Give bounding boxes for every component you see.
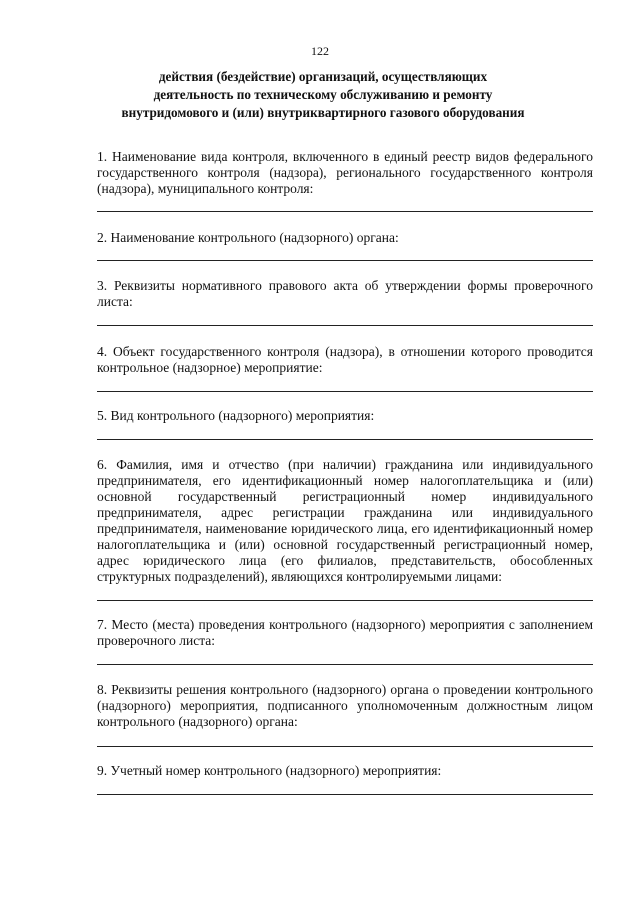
answer-line[interactable] xyxy=(97,325,593,326)
answer-line[interactable] xyxy=(97,391,593,392)
form-item-8 xyxy=(97,682,593,747)
item-label: 8. Реквизиты решения контрольного (надзорного) органа о проведении контрольного (надзорного) мероприятия, подписанного уполномоченным должностным лицом контрольного (надзорного) органа: xyxy=(97,682,593,729)
form-item-3 xyxy=(97,278,593,326)
item-label: 3. Реквизиты нормативного правового акта об утверждении формы проверочного листа: xyxy=(97,278,593,309)
form-item-7 xyxy=(97,617,593,665)
item-label: 5. Вид контрольного (надзорного) мероприятия: xyxy=(97,408,375,423)
heading-line: внутридомового и (или) внутриквартирного газового оборудования xyxy=(121,105,525,120)
form-fields xyxy=(97,149,593,795)
item-label: 6. Фамилия, имя и отчество (при наличии) гражданина или индивидуального предпринимателя, его идентификационный номер налогоплательщика и (или) основной государственный регистрационный номер индивидуального предпринимателя, адрес регистрации гражданина или индивидуального предпринимателя, наименование юридического лица, его идентификационный номер налогоплательщика и (или) основной государственный регистрационный номер, адрес юридического лица (его филиалов, представительств, обособленных структурных подразделений), являющихся контролируемыми лицами: xyxy=(97,457,593,584)
item-label: 7. Место (места) проведения контрольного (надзорного) мероприятия с заполнением проверочного листа: xyxy=(97,617,593,648)
document-heading xyxy=(118,68,528,122)
form-item-2 xyxy=(97,230,593,261)
form-item-5 xyxy=(97,408,593,440)
answer-line[interactable] xyxy=(97,794,593,795)
answer-line[interactable] xyxy=(97,211,593,212)
answer-line[interactable] xyxy=(97,439,593,440)
answer-line[interactable] xyxy=(97,600,593,601)
page-number: 122 xyxy=(311,44,329,58)
item-label: 4. Объект государственного контроля (надзора), в отношении которого проводится контрольное (надзорное) мероприятие: xyxy=(97,344,593,375)
item-label: 1. Наименование вида контроля, включенного в единый реестр видов федерального государственного контроля (надзора), регионального государственного контроля (надзора), муниципального контроля: xyxy=(97,149,593,196)
form-item-1 xyxy=(97,149,593,212)
item-label: 2. Наименование контрольного (надзорного) органа: xyxy=(97,230,399,245)
answer-line[interactable] xyxy=(97,260,593,261)
heading-line: деятельность по техническому обслуживанию и ремонту xyxy=(153,87,493,102)
item-label: 9. Учетный номер контрольного (надзорного) мероприятия: xyxy=(97,763,442,778)
form-item-9 xyxy=(97,763,593,795)
form-item-6 xyxy=(97,457,593,601)
form-item-4 xyxy=(97,344,593,392)
heading-line: действия (бездействие) организаций, осуществляющих xyxy=(158,69,488,84)
answer-line[interactable] xyxy=(97,746,593,747)
answer-line[interactable] xyxy=(97,664,593,665)
